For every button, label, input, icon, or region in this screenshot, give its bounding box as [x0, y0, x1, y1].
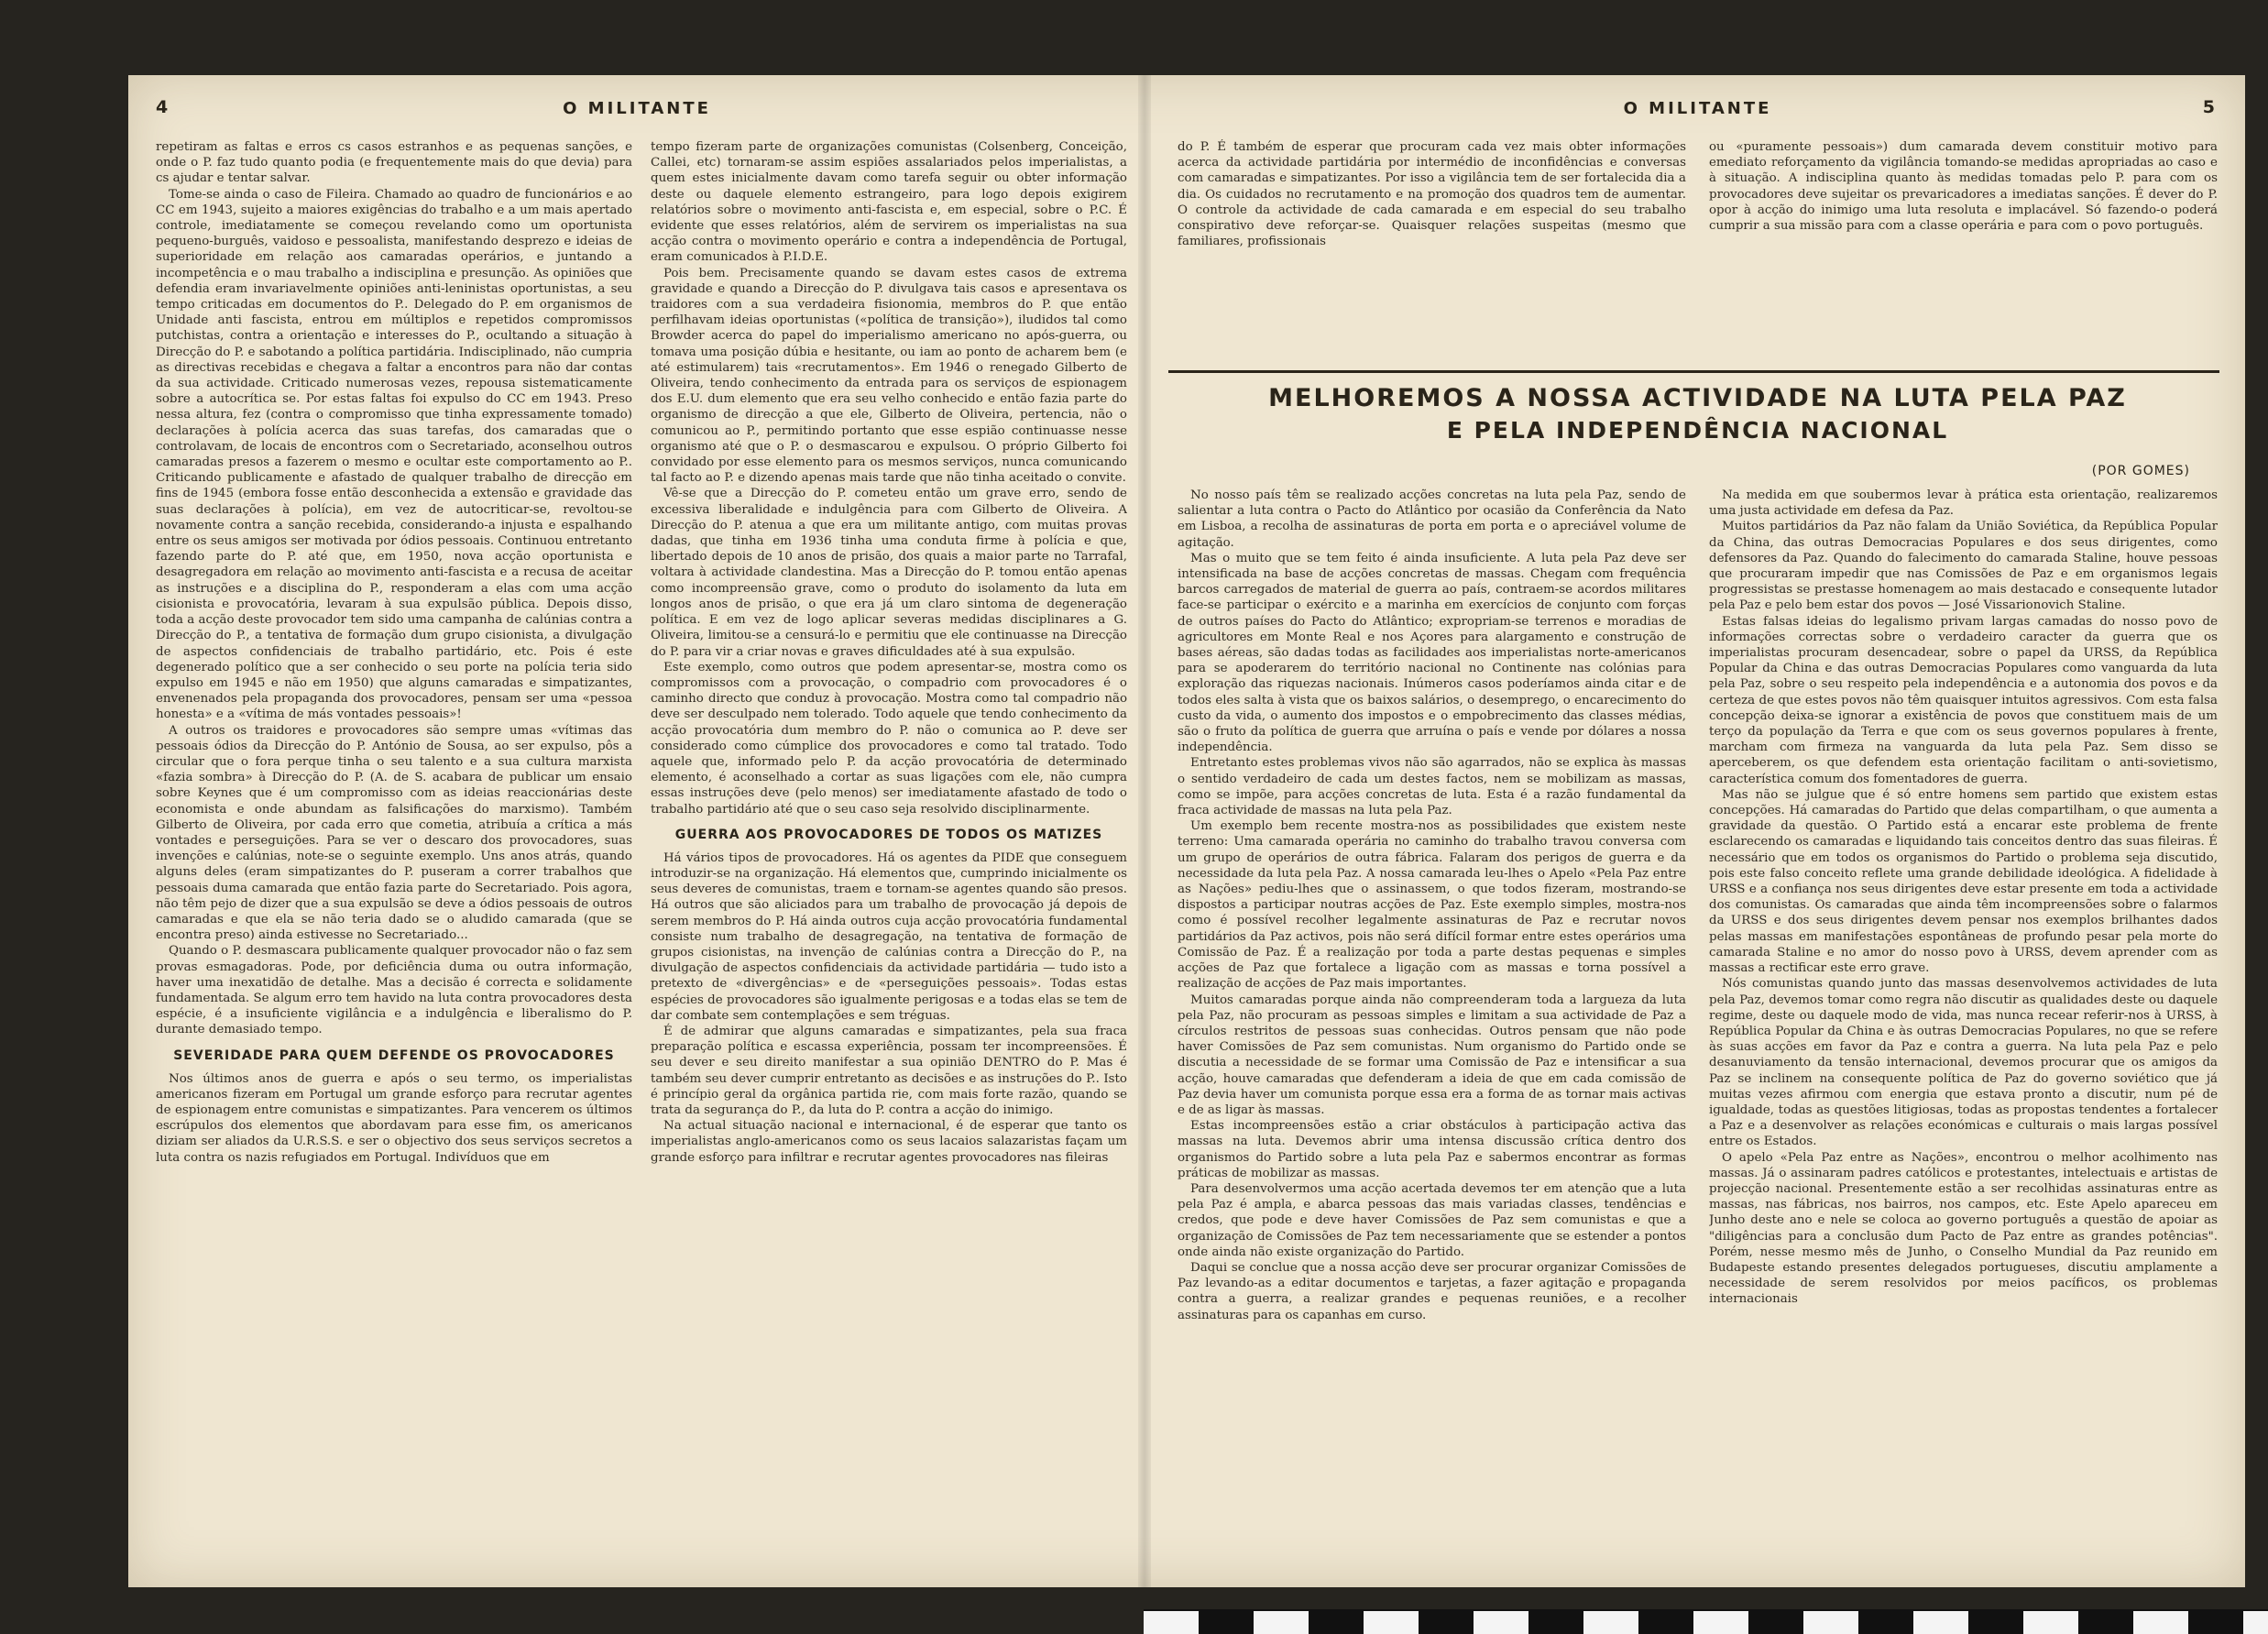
article-byline: (POR GOMES) — [2091, 464, 2190, 478]
paragraph: Nos últimos anos de guerra e após o seu termo, os imperialistas americanos fizeram em Portugal um grande esforço para recrutar agentes de espionagem entre comunistas e simpatizantes. Para vencerem os últimos escrúpulos dos elementos que abordavam para esse fim, os americanos diziam ser aliados da U.R.S.S. e ser o objectivo dos seus serviços secretos a luta contra os nazis refugiados em Portugal. Indivíduos que em — [156, 1071, 632, 1165]
paragraph: No nosso país têm se realizado acções concretas na luta pela Paz, sendo de salientar a luta contra o Pacto do Atlântico por ocasião da Conferência da Nato em Lisboa, a recolha de assinaturas de porta em porta e o apreciável volume de agitação. — [1178, 488, 1686, 550]
headline-line-1: MELHOREMOS A NOSSA ACTIVIDADE NA LUTA PELA PAZ — [1268, 384, 2127, 412]
paragraph: O apelo «Pela Paz entre as Nações», encontrou o melhor acolhimento nas massas. Já o assinaram padres católicos e protestantes, intelectuais e artistas de projecção nacional. Presentemente estão a ser recolhidas assinaturas entre as massas, nas fábricas, nos bairros, nos campos, etc. Este Apelo apareceu em Junho deste ano e nele se coloca ao governo português a questão de apoiar as "diligências para a conclusão dum Pacto de Paz entre as grandes potências". Porém, nesse mesmo mês de Junho, o Conselho Mundial da Paz reunido em Budapeste estando presentes delegados portugueses, discutiu amplamente a necessidade de serem resolvidos por meios pacíficos, os problemas internacionais — [1709, 1150, 2218, 1307]
right-running-header — [1178, 97, 2218, 125]
left-page — [137, 75, 1136, 1587]
page-number-left: 4 — [156, 97, 171, 117]
paragraph: Vê-se que a Direcção do P. cometeu então um grave erro, sendo de excessiva liberalidade e indulgência para com Gilberto de Oliveira. A Direcção do P. atenua a que era um militante antigo, com muitas provas dadas, que tinha em 1936 tinha uma conduta firme à polícia e que, libertado depois de 10 anos de prisão, dos quais a maior parte no Tarrafal, voltara à actividade clandestina. Mas a Direcção do P. tomou então apenas como incompreensão grave, como o produto do isolamento da luta em longos anos de prisão, o que era já um claro sintoma de degeneração política. E em vez de logo aplicar severas medidas disciplinares a G. Oliveira, limitou-se a censurá-lo e permitiu que ele continuasse na Direcção do P. para vir a criar novas e graves dificuldades até à sua expulsão. — [651, 487, 1127, 659]
paragraph: Na actual situação nacional e internacional, é de esperar que tanto os imperialistas anglo-americanos como os seus lacaios salazaristas façam um grande esforço para infiltrar e recrutar agentes provocadores nas fileiras — [651, 1119, 1127, 1165]
paragraph: Este exemplo, como outros que podem apresentar-se, mostra como os compromissos com a provocação, o compadrio com provocadores é o caminho directo que conduz à provocação. Mostra como tal compadrio não deve ser desculpado nem tolerado. Todo aquele que tendo conhecimento da acção provocatória dum membro do P. não o comunica ao P. deve ser considerado como cúmplice dos provocadores e como tal tratado. Todo aquele que, informado pelo P. da acção provocatória de determinado elemento, é aconselhado a cortar as suas ligações com ele, não cumpra essas instruções deve (pelo menos) ser imediatamente afastado de todo o trabalho partidário até que o seu caso seja resolvido disciplinarmente. — [651, 660, 1127, 817]
paragraph: Quando o P. desmascara publicamente qualquer provocador não o faz sem provas esmagadoras. Pode, por deficiência duma ou outra informação, haver uma inexatidão de detalhe. Mas a decisão é correcta e solidamente fundamentada. Se algum erro tem havido na luta contra provocadores desta espécie, é a insuficiente vigilância e a indulgência e liberalismo do P. durante demasiado tempo. — [156, 944, 632, 1037]
paragraph: Um exemplo bem recente mostra-nos as possibilidades que existem neste terreno: Uma camarada operária no caminho do trabalho travou conversa com um grupo de operários de outra fábrica. Falaram dos perigos de guerra e da necessidade da luta pela Paz. A nossa camarada leu-lhes o Apelo «Pela Paz entre as Nações» pediu-lhes que o assinassem, o que todos fizeram, mostrando-se dispostos a participar noutras acções de Paz. Este exemplo simples, mostra-nos como é possível recolher legalmente assinaturas de Paz e recrutar novos partidários da Paz activos, pois não será difícil formar entre estes operários uma Comissão de Paz. É a realização por toda a parte destas pequenas e simples acções de Paz que fortalece a ligação com as massas e torna possível a realização de acções de Paz mais importantes. — [1178, 819, 1686, 992]
paragraph: Tome-se ainda o caso de Fileira. Chamado ao quadro de funcionários e ao CC em 1943, sujeito a maiores exigências do trabalho e a um mais apertado controle, imediatamente se começou revelando como um oportunista pequeno-burguês, vaidoso e pessoalista, manifestando desprezo e ideias de superioridade em relação aos camaradas operários, e juntando a incompetência e o mau trabalho a indisciplina e presunção. As opiniões que defendia eram invariavelmente opiniões anti-leninistas oportunistas, a seu tempo criticadas em documentos do P.. Delegado do P. em organismos de Unidade anti fascista, entrou em múltiplos e repetidos compromissos putchistas, contra a orientação e interesses do P., ocultando a situação à Direcção do P. e sabotando a política partidária. Indisciplinado, não cumpria as directivas recebidas e chegava a faltar a encontros para não dar contas da sua actividade. Criticado numerosas vezes, repousa sistematicamente sobre a autocrítica se. Por estas faltas foi expulso do CC em 1943. Preso nessa altura, fez (contra o compromisso que tinha expressamente tomado) declarações à polícia acerca das suas tarefas, dos camaradas que o controlavam, de locais de encontros com o Secretariado, aconselhou outros camaradas presos a fazerem o mesmo e ocultar este comportamento ao P.. Criticando publicamente e afastado de qualquer trabalho de direcção em fins de 1945 (embora fosse então desconhecida a extensão e gravidade das suas declarações à polícia), em vez de autocriticar-se, revoltou-se novamente contra a sanção recebida, considerando-a injusta e espalhando entre os seus amigos ser motivada por ódios pessoais. Continuou entretanto fazendo parte do P. até que, em 1950, nova acção oportunista e desagregadora em relação ao movimento anti-fascista e a recusa de aceitar as instruções e a disciplina do P., responderam a elas com uma acção cisionista e provocatória, levaram à sua expulsão pública. Depois disso, toda a acção deste provocador tem sido uma campanha de calúnias contra a Direcção do P., a tentativa de formação dum grupo cisionista, a divulgação de aspectos confidenciais de trabalho partidário, etc. Pois é este degenerado político que a ser conhecido o seu porte na polícia teria sido expulso em 1945 e não em 1950) que alguns camaradas e simpatizantes, envenenados pela propaganda dos provocadores, pensam ser uma «pessoa honesta» e a «vítima de más vontades pessoais»! — [156, 187, 632, 722]
right-top-column-2 — [1709, 139, 2218, 364]
headline-line-2: E PELA INDEPENDÊNCIA NACIONAL — [1446, 417, 1949, 444]
paragraph: Nós comunistas quando junto das massas desenvolvemos actividades de luta pela Paz, devemos tomar como regra não discutir as qualidades deste ou daquele regime, deste ou daquele modo de vida, mas nunca recear referir-nos à URSS, à República Popular da China e às outras Democracias Populares, no que se refere às suas acções em favor da Paz e contra a guerra. Na luta pela Paz e pelo desanuviamento da tensão internacional, devemos procurar que os amigos da Paz se inclinem na consequente política de Paz do governo soviético que já muitas vezes afirmou com energia que estava pronto a discutir, num pé de igualdade, todas as questões litigiosas, todas as propostas tendentes a fortalecer a Paz e a desenvolver as relações económicas e culturais o mais largas possível entre os Estados. — [1709, 977, 2218, 1149]
publication-title-right: O MILITANTE — [1623, 99, 1772, 118]
right-page — [1159, 75, 2236, 1587]
article-headline — [1214, 382, 2181, 446]
left-column-1 — [156, 139, 632, 1569]
page-number-right: 5 — [2202, 97, 2218, 117]
right-column-2 — [1709, 488, 2218, 1569]
paragraph: repetiram as faltas e erros cs casos estranhos e as pequenas sanções, e onde o P. faz tudo quanto podia (e frequentemente mais do que devia) para cs ajudar e tentar salvar. — [156, 140, 632, 186]
paragraph: É de admirar que alguns camaradas e simpatizantes, pela sua fraca preparação política e escassa experiência, possam ter incompreensões. É seu dever e seu direito manifestar a sua opinião DENTRO do P. Mas é também seu dever cumprir entretanto as decisões e as instruções do P.. Isto é princípio geral da orgânica partida rie, com mais forte razão, quando se trata da segurança do P., da luta do P. contra a acção do inimigo. — [651, 1024, 1127, 1117]
paragraph: Muitos partidários da Paz não falam da União Soviética, da República Popular da China, das outras Democracias Populares e dos seus dirigentes, como defensores da Paz. Quando do falecimento do camarada Staline, houve pessoas que procuraram impedir que nas Comissões de Paz e em organismos legais progressistas se prestasse homenagem ao mais destacado e consequente lutador pela Paz e pelo bem estar dos povos — José Vissarionovich Staline. — [1709, 520, 2218, 613]
paragraph: A outros os traidores e provocadores são sempre umas «vítimas das pessoais ódios da Direcção do P. António de Sousa, ao ser expulso, pôs a circular que o fora perque tinha o seu talento e a sua cultura marxista «fazia sombra» à Direcção do P. (A. de S. acabara de publicar um ensaio sobre Keynes que é um compromisso com as ideias reaccionárias deste economista e onde abundam as falsificações do marxismo). Também Gilberto de Oliveira, por cada erro que cometia, atribuía a crítica a más vontades e perseguições. Para se ver o descaro dos provocadores, suas invenções e calúnias, note-se o seguinte exemplo. Uns anos atrás, quando alguns deles (eram simpatizantes do P. puseram a correr trabalhos que pessoais duma camarada que então fazia parte do Secretariado. Pois agora, não têm pejo de dizer que a sua expulsão se deve a ódios pessoais de outros camaradas e que ela se não teria dado se o aludido camarada (que se encontra preso) ainda estivesse no Secretariado... — [156, 723, 632, 943]
newspaper-sheet — [128, 75, 2245, 1587]
section-heading-severidade: SEVERIDADE PARA QUEM DEFENDE OS PROVOCADORES — [173, 1047, 615, 1063]
paragraph: Mas não se julgue que é só entre homens sem partido que existem estas concepções. Há camaradas do Partido que delas compartilham, o que aumenta a gravidade da questão. O Partido está a encarar este problema de frente esclarecendo os camaradas e liquidando tais conceitos dentro das suas fileiras. É necessário que em todos os organismos do Partido o problema seja discutido, pois este falso conceito reflete uma grande debilidade ideológica. A fidelidade à URSS e a confiança nos seus dirigentes deve estar presente em toda a actividade dos comunistas. Os camaradas que ainda têm incompreensões sobre o falarmos da URSS e dos seus dirigentes devem pensar nos exemplos brilhantes dados pelas massas em manifestações espontâneas de profundo pesar pela morte do camarada Staline e no amor do nosso povo à URSS, devem aprender com as massas a rectificar este erro grave. — [1709, 787, 2218, 976]
paragraph: Mas o muito que se tem feito é ainda insuficiente. A luta pela Paz deve ser intensificada na base de acções concretas de massas. Chegam com frequência barcos carregados de material de guerra ao país, contraem-se acordos militares face-se participar o exército e a marinha em exercícios de conjunto com forças de outros países do Pacto do Atlântico; expropriam-se terrenos e moradias de agricultores em Monte Real e nos Açores para alargamento e construção de bases aéreas, são dadas todas as facilidades aos imperialistas norte-americanos para se apoderarem do território nacional no Continente nas colónias para exploração das riquezas nacionais. Inúmeros casos poderíamos ainda citar e de todos eles salta à vista que os baixos salários, o desemprego, o encarecimento do custo da vida, o aumento dos impostos e o empobrecimento das classes médias, são o fruto da política de guerra que arruína o país e vende por dólares a nossa independência. — [1178, 551, 1686, 755]
paragraph: Entretanto estes problemas vivos não são agarrados, não se explica às massas o sentido verdadeiro de cada um destes factos, nem se mobilizam as massas, como se impõe, para acções concretas de luta. Esta é a razão fundamental da fraca actividade de massas na luta pela Paz. — [1178, 756, 1686, 818]
publication-title-left: O MILITANTE — [563, 99, 711, 118]
paragraph: tempo fizeram parte de organizações comunistas (Colsenberg, Conceição, Callei, etc) tornaram-se assim espiões assalariados pelos imperialistas, a quem estes inicialmente davam como tarefa seguir ou obter informação deste ou daquele elemento estrangeiro, para logo depois exigirem relatórios sobre o movimento anti-fascista e, em especial, sobre o P.C. É evidente que esses relatórios, além de servirem os imperialistas na sua acção contra o movimento operário e contra a independência de Portugal, eram comunicados à P.I.D.E. — [651, 140, 1127, 265]
section-rule — [1168, 370, 2219, 373]
paragraph: Pois bem. Precisamente quando se davam estes casos de extrema gravidade e quando a Direcção do P. divulgava tais casos e apresentava os traidores com a sua verdadeira fisionomia, membros do P. que então perfilhavam ideias oportunistas («política de transição»), iludidos tal como Browder acerca do papel do imperialismo americano no após-guerra, ou tomava uma posição dúbia e hesitante, ou iam ao ponto de acharem bem (e até estimularem) tais «recrutamentos». Em 1946 o renegado Gilberto de Oliveira, tendo conhecimento da entrada para os serviços de espionagem dos E.U. dum elemento que era seu velho conhecido e então fazia parte do organismo de direcção a que ele, Gilberto de Oliveira, pertencia, não o comunicou ao P., permitindo portanto que esse espião continuasse nesse organismo até que o P. o desmascarou e expulsou. O próprio Gilberto foi convidado por esse elemento para os mesmos serviços, nunca comunicando tal facto ao P. e dizendo apenas mais tarde que não tinha aceitado o convite. — [651, 266, 1127, 486]
paragraph: Estas falsas ideias do legalismo privam largas camadas do nosso povo de informações correctas sobre o verdadeiro caracter da guerra que os imperialistas procuram desencadear, sobre o papel da URSS, da República Popular da China e das outras Democracias Populares como vanguarda da luta pela Paz, sobre o seu respeito pela independência e a autonomia dos povos e da certeza de que estes povos não têm quaisquer intuitos agressivos. Com esta falsa concepção deixa-se ignorar a existência de povos que constituem mais de um terço da população da Terra e que com os seus governos populares à frente, marcham com firmeza na vanguarda da luta pela Paz. Sem disso se aperceberem, os que defendem esta orientação facilitam o anti-sovietismo, característica comum dos fomentadores de guerra. — [1709, 614, 2218, 786]
paragraph: do P. É também de esperar que procuram cada vez mais obter informações acerca da actividade partidária por intermédio de inconfidências e conversas com camaradas e simpatizantes. Por isso a vigilância tem de ser fortalecida dia a dia. Os cuidados no recrutamento e na promoção dos quadros tem de aumentar. O controle da actividade de cada camarada e em especial do seu trabalho conspirativo deve reforçar-se. Quaisquer relações suspeitas (mesmo que familiares, profissionais — [1178, 140, 1686, 249]
center-fold — [1138, 75, 1151, 1587]
paragraph: Muitos camaradas porque ainda não compreenderam toda a largueza da luta pela Paz, não procuram as pessoas simples e limitam a sua actividade de Paz a círculos restritos de pessoas suas conhecidas. Outros pensam que não pode haver Comissões de Paz sem comunistas. Num organismo do Partido onde se discutia a necessidade de se formar uma Comissão de Paz e intensificar a sua acção, houve camaradas que defenderam a ideia de que em cada comissão de Paz devia haver um comunista porque essa era a forma de as tornar mais activas e de as ligar às massas. — [1178, 992, 1686, 1117]
paragraph: Para desenvolvermos uma acção acertada devemos ter em atenção que a luta pela Paz é ampla, e abarca pessoas das mais variadas classes, tendências e credos, que pode e deve haver Comissões de Paz sem comunistas e que a organização de Comissões de Paz tem necessariamente que se estender a pontos onde ainda não existe organização do Partido. — [1178, 1181, 1686, 1259]
right-top-column-1 — [1178, 139, 1686, 364]
paragraph: Há vários tipos de provocadores. Há os agentes da PIDE que conseguem introduzir-se na organização. Há elementos que, cumprindo inicialmente os seus deveres de comunistas, traem e tornam-se agentes quando são presos. Há outros que são aliciados para um trabalho de provocação já depois de serem membros do P. Há ainda outros cuja acção provocatória fundamental consiste num trabalho de desagregação, na tentativa de formação de grupos cisionistas, na invenção de calúnias contra a Direcção do P., na divulgação de aspectos confidenciais da actividade partidária — tudo isto a pretexto de «divergências» e de «perseguições pessoais». Todas estas espécies de provocadores são igualmente perigosas e a todas elas se tem de dar combate sem contemplações e sem tréguas. — [651, 850, 1127, 1023]
left-column-2 — [651, 139, 1127, 1569]
scale-ruler — [1144, 1609, 2268, 1634]
paragraph: Na medida em que soubermos levar à prática esta orientação, realizaremos uma justa actividade em defesa da Paz. — [1709, 488, 2218, 519]
paragraph: ou «puramente pessoais») dum camarada devem constituir motivo para emediato reforçamento da vigilância tomando-se medidas apropriadas ao caso e à situação. A indisciplina quanto às medidas tomadas pelo P. para com os provocadores deve sujeitar os prevaricadores a imediatas sanções. É dever do P. opor à acção do inimigo uma luta resoluta e implacável. Só fazendo-o poderá cumprir a sua missão para com a classe operária e para com o povo português. — [1709, 140, 2218, 234]
right-column-1 — [1178, 488, 1686, 1569]
paragraph: Daqui se conclue que a nossa acção deve ser procurar organizar Comissões de Paz levando-as a editar documentos e tarjetas, a fazer agitação e propaganda contra a guerra, a realizar grandes e pequenas reuniões, e a recolher assinaturas para os capanhas em curso. — [1178, 1260, 1686, 1322]
paragraph: Estas incompreensões estão a criar obstáculos à participação activa das massas na luta. Devemos abrir uma intensa discussão crítica dentro dos organismos do Partido sobre a luta pela Paz e sabermos encontrar as formas práticas de mobilizar as massas. — [1178, 1119, 1686, 1180]
left-running-header — [156, 97, 1118, 125]
section-heading-guerra: GUERRA AOS PROVOCADORES DE TODOS OS MATIZES — [674, 827, 1103, 842]
